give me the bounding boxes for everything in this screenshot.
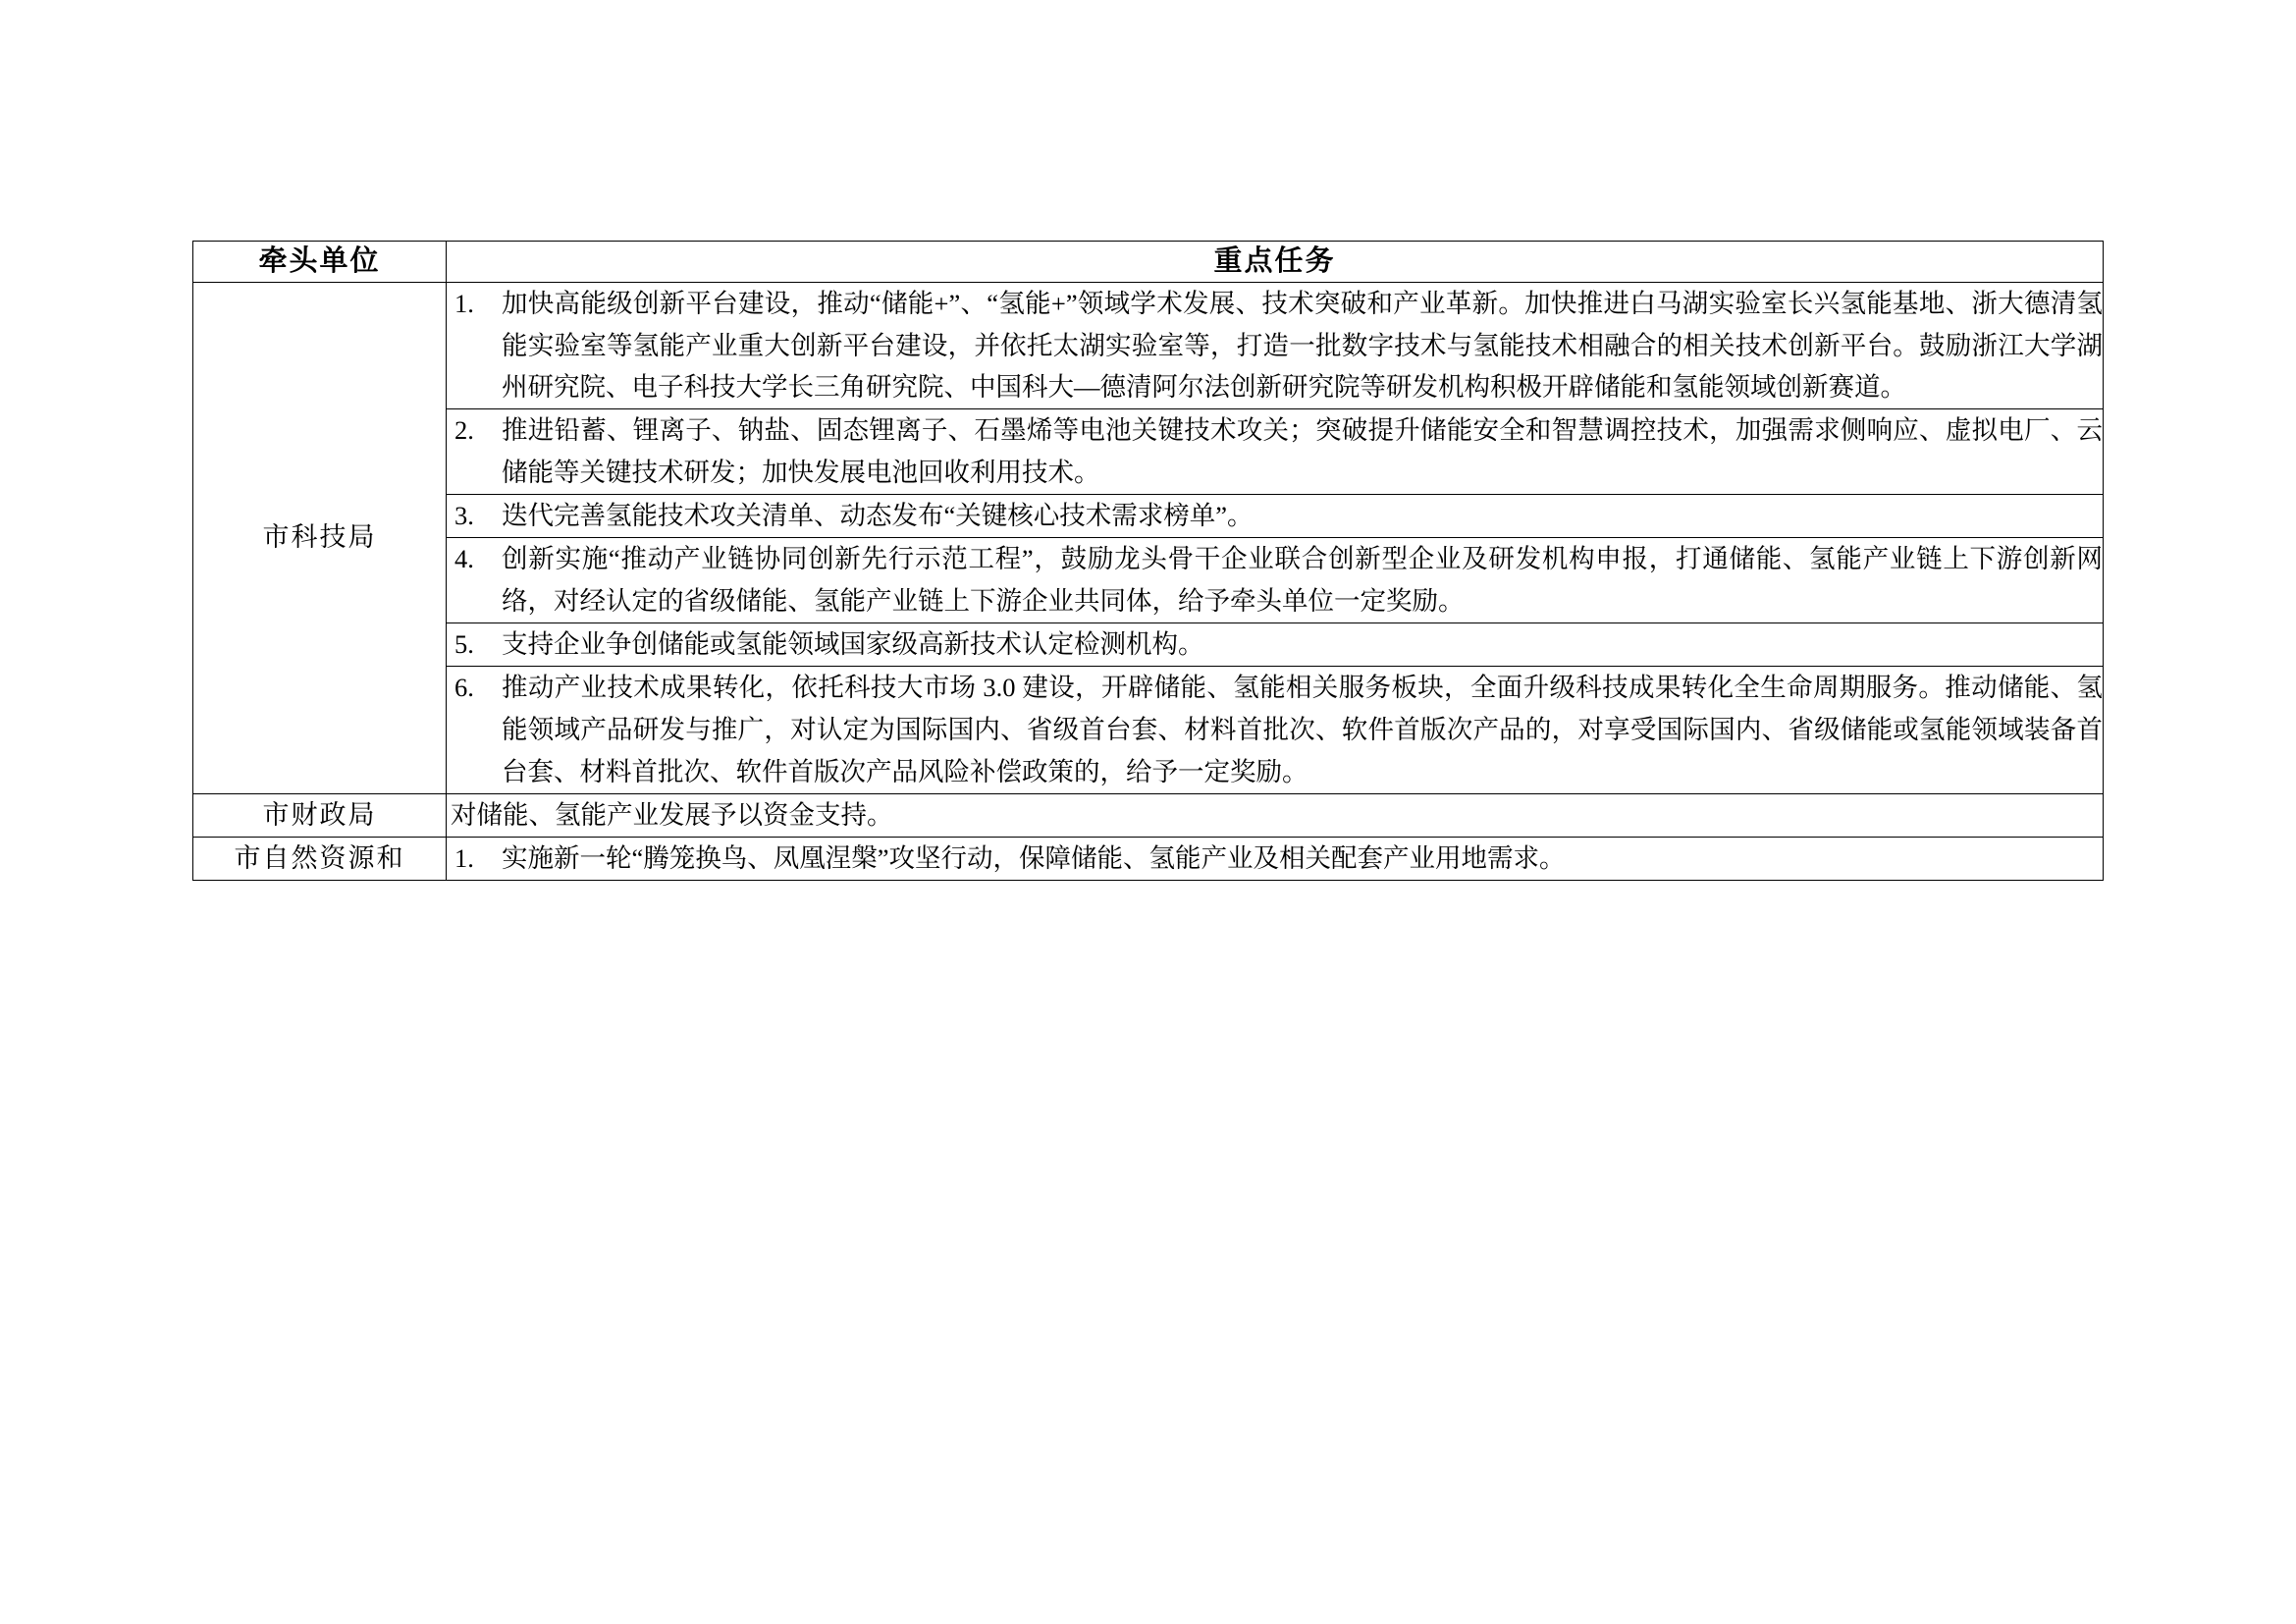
table-row: [193, 837, 2104, 880]
task-number: 1.: [454, 842, 474, 873]
header-cell-unit: 牵头单位: [193, 242, 447, 283]
task-text: 对储能、氢能产业发展予以资金支持。: [451, 799, 893, 830]
task-text: 支持企业争创储能或氢能领域国家级高新技术认定检测机构。: [502, 628, 1204, 659]
task-cell: [447, 538, 2104, 623]
task-number: 3.: [454, 501, 474, 531]
table-row: [193, 666, 2104, 793]
task-number: 2.: [454, 415, 474, 446]
task-text: 推动产业技术成果转化，依托科技大市场 3.0 建设，开辟储能、氢能相关服务板块，全面升级科技成果转化全生命周期服务。推动储能、氢能领域产品研发与推广，对认定为国际国内、省级首台套、材料首批次、软件首版次产品的，对享受国际国内、省级储能或氢能领域装备首台套、材料首批次、软件首版次产品风险补偿政策的，给予一定奖励。: [502, 672, 2103, 786]
task-item: [447, 538, 2103, 623]
task-item: [447, 283, 2103, 409]
task-cell: [447, 666, 2104, 793]
task-number: 1.: [454, 288, 474, 318]
task-item: [447, 495, 2103, 537]
task-text: 迭代完善氢能技术攻关清单、动态发布“关键核心技术需求榜单”。: [502, 501, 1254, 531]
table-row: [193, 793, 2104, 837]
task-cell: [447, 282, 2104, 409]
task-text: 实施新一轮“腾笼换鸟、凤凰涅槃”攻坚行动，保障储能、氢能产业及相关配套产业用地需求。: [502, 842, 1566, 873]
task-cell: [447, 837, 2104, 880]
task-number: 4.: [454, 544, 474, 574]
task-cell: [447, 623, 2104, 666]
task-cell: [447, 793, 2104, 837]
task-item: [447, 623, 2103, 666]
table-row: [193, 282, 2104, 409]
task-text: 加快高能级创新平台建设，推动“储能+”、“氢能+”领域学术发展、技术突破和产业革新。加快推进白马湖实验室长兴氢能基地、浙大德清氢能实验室等氢能产业重大创新平台建设，并依托太湖实验室等，打造一批数字技术与氢能技术相融合的相关技术创新平台。鼓励浙江大学湖州研究院、电子科技大学长三角研究院、中国科大—德清阿尔法创新研究院等研发机构积极开辟储能和氢能领域创新赛道。: [502, 288, 2103, 403]
unit-cell-ziranziyuan: 市自然资源和: [193, 837, 447, 880]
task-number: 5.: [454, 628, 474, 659]
table-row: [193, 538, 2104, 623]
task-cell: [447, 409, 2104, 495]
table-row: [193, 409, 2104, 495]
policy-task-table: [192, 241, 2104, 881]
task-item: [447, 838, 2103, 880]
task-text: 创新实施“推动产业链协同创新先行示范工程”，鼓励龙头骨干企业联合创新型企业及研发机构申报，打通储能、氢能产业链上下游创新网络，对经认定的省级储能、氢能产业链上下游企业共同体，给予牵头单位一定奖励。: [502, 544, 2103, 617]
header-cell-task: 重点任务: [447, 242, 2104, 283]
unit-cell-caizheng: 市财政局: [193, 793, 447, 837]
task-item: [447, 667, 2103, 793]
task-text: 推进铅蓄、锂离子、钠盐、固态锂离子、石墨烯等电池关键技术攻关；突破提升储能安全和智慧调控技术，加强需求侧响应、虚拟电厂、云储能等关键技术研发；加快发展电池回收利用技术。: [502, 415, 2103, 488]
table-row: [193, 495, 2104, 538]
task-cell: [447, 495, 2104, 538]
task-number: 6.: [454, 672, 474, 702]
task-item: [447, 409, 2103, 494]
table-header-row: [193, 242, 2104, 283]
unit-cell-keji: 市科技局: [193, 282, 447, 793]
table-row: [193, 623, 2104, 666]
